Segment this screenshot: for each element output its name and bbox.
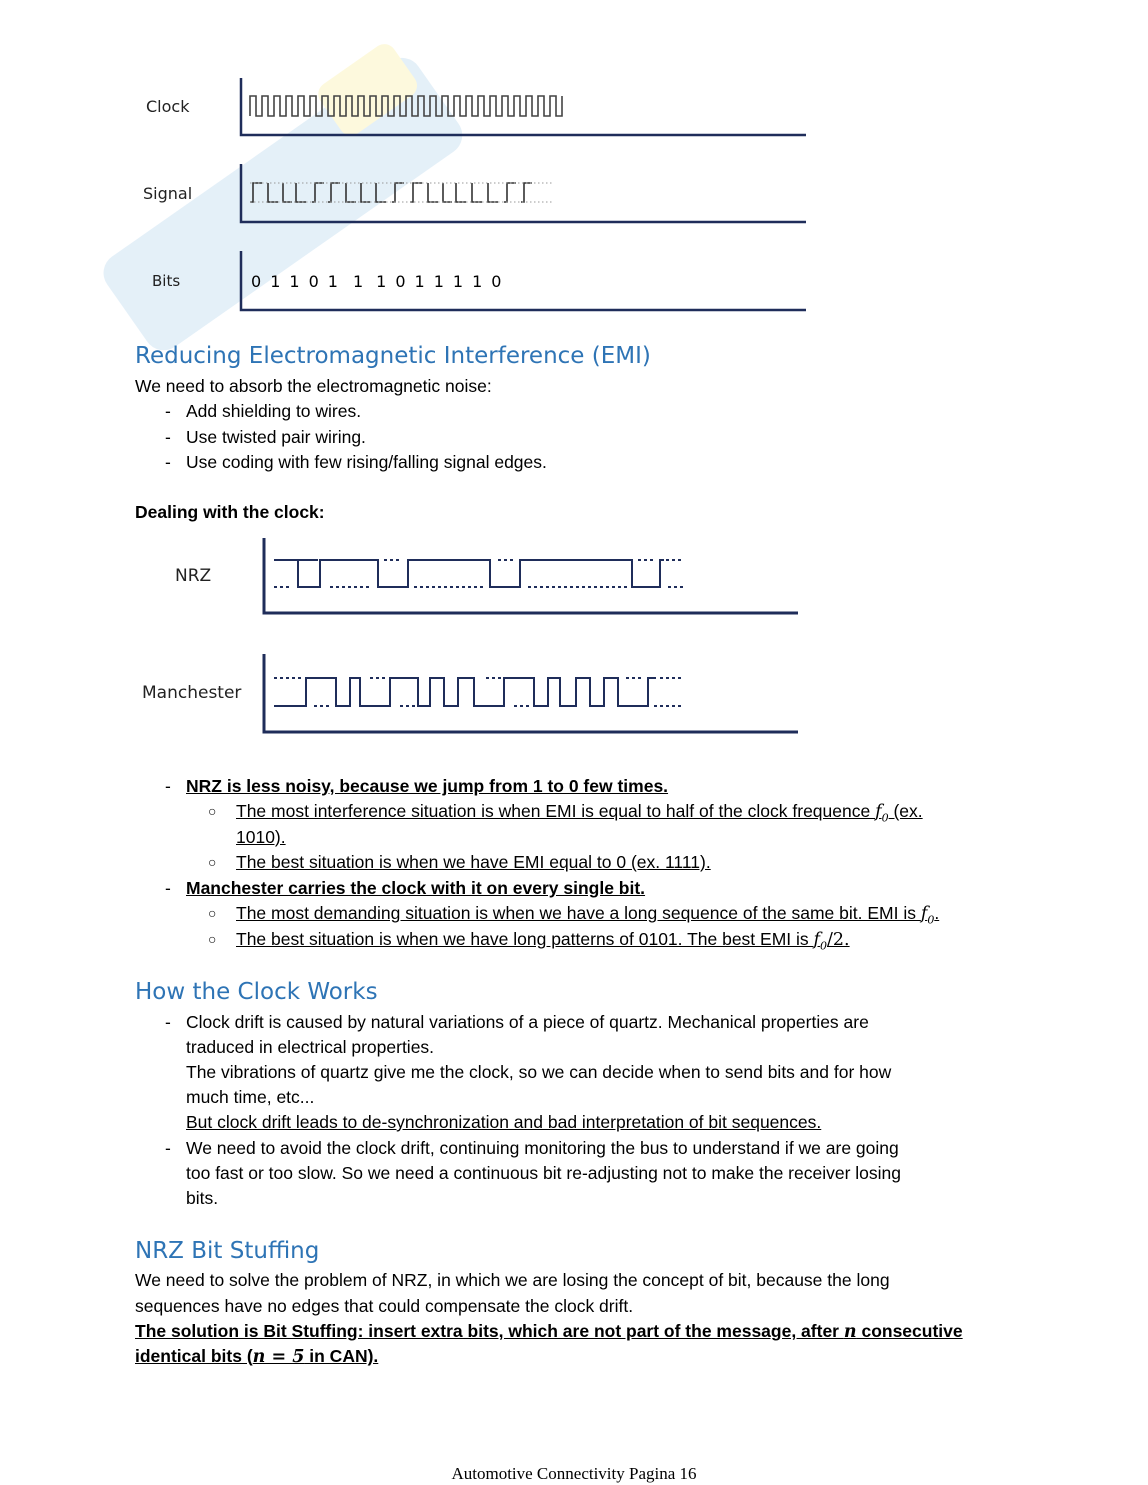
clock-p1-line5: But clock drift leads to de-synchronization and bad interpretation of bit sequences.	[186, 1112, 822, 1132]
clock-label: Clock	[146, 97, 190, 116]
manchester-bit-waveform	[250, 183, 532, 202]
clock-p2-line1: We need to avoid the clock drift, continuing monitoring the bus to understand if we are going	[186, 1138, 899, 1158]
clock-p2-line3: bits.	[186, 1188, 219, 1208]
bit: 1	[433, 272, 444, 291]
f0-subscript: 0	[820, 939, 827, 953]
manchester-note-sub1: The most demanding situation is when we have a long sequence of the same bit. EMI is $f_0$.	[236, 903, 940, 927]
dealing-clock-label: Dealing with the clock:	[135, 502, 325, 522]
clock-p1-line3: The vibrations of quartz give me the clock, so we can decide when to send bits and for how	[186, 1062, 892, 1082]
nrz-label: NRZ	[175, 566, 212, 586]
bit: 1	[472, 272, 483, 291]
emi-item: Use twisted pair wiring.	[186, 427, 366, 447]
bit: 1	[270, 272, 281, 291]
dash-bullet: -	[165, 1138, 171, 1158]
stuffing-bold-text: in CAN).	[304, 1346, 379, 1366]
clock-signal-diagram	[0, 0, 1148, 330]
f0-symbol: f	[813, 930, 820, 950]
bit: 1	[327, 272, 338, 291]
stuffing-bold-text: identical bits (	[135, 1346, 253, 1366]
clock-p1-line2: traduced in electrical properties.	[186, 1037, 435, 1057]
manchester-note-title: Manchester carries the clock with it on every single bit.	[186, 878, 646, 898]
bit: 0	[395, 272, 406, 291]
clock-p1-line1: Clock drift is caused by natural variations of a piece of quartz. Mechanical properties are	[186, 1012, 869, 1032]
clock-p2-line2: too fast or too slow. So we need a continuous bit re-adjusting not to make the receiver losing	[186, 1163, 901, 1183]
clock-p1-line4: much time, etc...	[186, 1087, 315, 1107]
circle-bullet: ○	[208, 905, 217, 921]
bit: 1	[352, 272, 364, 291]
manchester-label: Manchester	[142, 683, 242, 703]
dash-bullet: -	[165, 878, 171, 898]
emi-item: Add shielding to wires.	[186, 401, 362, 421]
bits-label: Bits	[152, 272, 181, 290]
bit: 1	[414, 272, 425, 291]
manchester-note-sub2-text: The best situation is when we have long patterns of 0101. The best EMI is	[236, 929, 814, 949]
nrz-note-sub1-text: The most interference situation is when EMI is equal to half of the clock frequence	[236, 801, 876, 821]
stuffing-bold-line1	[135, 1319, 963, 1345]
dash-bullet: -	[165, 776, 171, 796]
n-symbol: n	[843, 1322, 857, 1342]
heading-emi: Reducing Electromagnetic Interference (EMI)	[135, 343, 651, 369]
manchester-note-sub1-text: The most demanding situation is when we have a long sequence of the same bit. EMI is	[236, 903, 921, 923]
emi-intro: We need to absorb the electromagnetic noise:	[135, 376, 492, 396]
emi-item: Use coding with few rising/falling signal edges.	[186, 452, 547, 472]
nrz-note-sub1-cont: 1010).	[236, 827, 286, 847]
dash-bullet: -	[165, 427, 171, 447]
clock-waveform	[250, 96, 562, 116]
dash-bullet: -	[165, 1012, 171, 1032]
stuffing-bold-text: The solution is Bit Stuffing: insert extra bits, which are not part of the message, after	[135, 1321, 844, 1341]
stuffing-p1-line2: sequences have no edges that could compensate the clock drift.	[135, 1296, 634, 1316]
stuffing-bold-line2	[135, 1344, 378, 1370]
heading-bit-stuffing: NRZ Bit Stuffing	[135, 1238, 320, 1264]
bit: 0	[491, 272, 502, 291]
bit: 0	[251, 272, 262, 291]
nrz-note-sub1	[236, 799, 923, 831]
stuffing-bold-text: consecutive	[856, 1321, 963, 1341]
nrz-note-sub1-ex: (ex.	[888, 801, 923, 821]
manchester-waveform	[274, 678, 656, 706]
dash-bullet: -	[165, 452, 171, 472]
signal-label: Signal	[143, 184, 193, 203]
nrz-waveform	[292, 560, 664, 587]
circle-bullet: ○	[208, 854, 217, 870]
n-equals-5: n = 5	[252, 1347, 305, 1367]
heading-clock-works: How the Clock Works	[135, 979, 378, 1005]
bit: 1	[376, 272, 387, 291]
nrz-note-sub2: The best situation is when we have EMI equal to 0 (ex. 1111).	[236, 852, 711, 872]
f0-subscript: 0	[881, 811, 889, 825]
dash-bullet: -	[165, 401, 171, 421]
f0-subscript: 0	[927, 913, 935, 927]
circle-bullet: ○	[208, 803, 217, 819]
bit: 1	[289, 272, 300, 291]
bit: 1	[452, 272, 464, 291]
circle-bullet: ○	[208, 931, 217, 947]
page-footer: Automotive Connectivity Pagina 16	[451, 1464, 697, 1483]
stuffing-p1-line1: We need to solve the problem of NRZ, in which we are losing the concept of bit, because the long	[135, 1270, 890, 1290]
nrz-note-title: NRZ is less noisy, because we jump from 1 to 0 few times.	[186, 776, 669, 796]
nrz-manchester-diagram	[0, 530, 1148, 740]
bit-sequence	[251, 272, 510, 291]
f0-symbol: f	[875, 802, 882, 822]
bit: 0	[308, 272, 319, 291]
manchester-note-sub2	[236, 927, 850, 959]
half-expression: /2.	[827, 930, 850, 950]
f0-symbol: f	[920, 904, 928, 924]
